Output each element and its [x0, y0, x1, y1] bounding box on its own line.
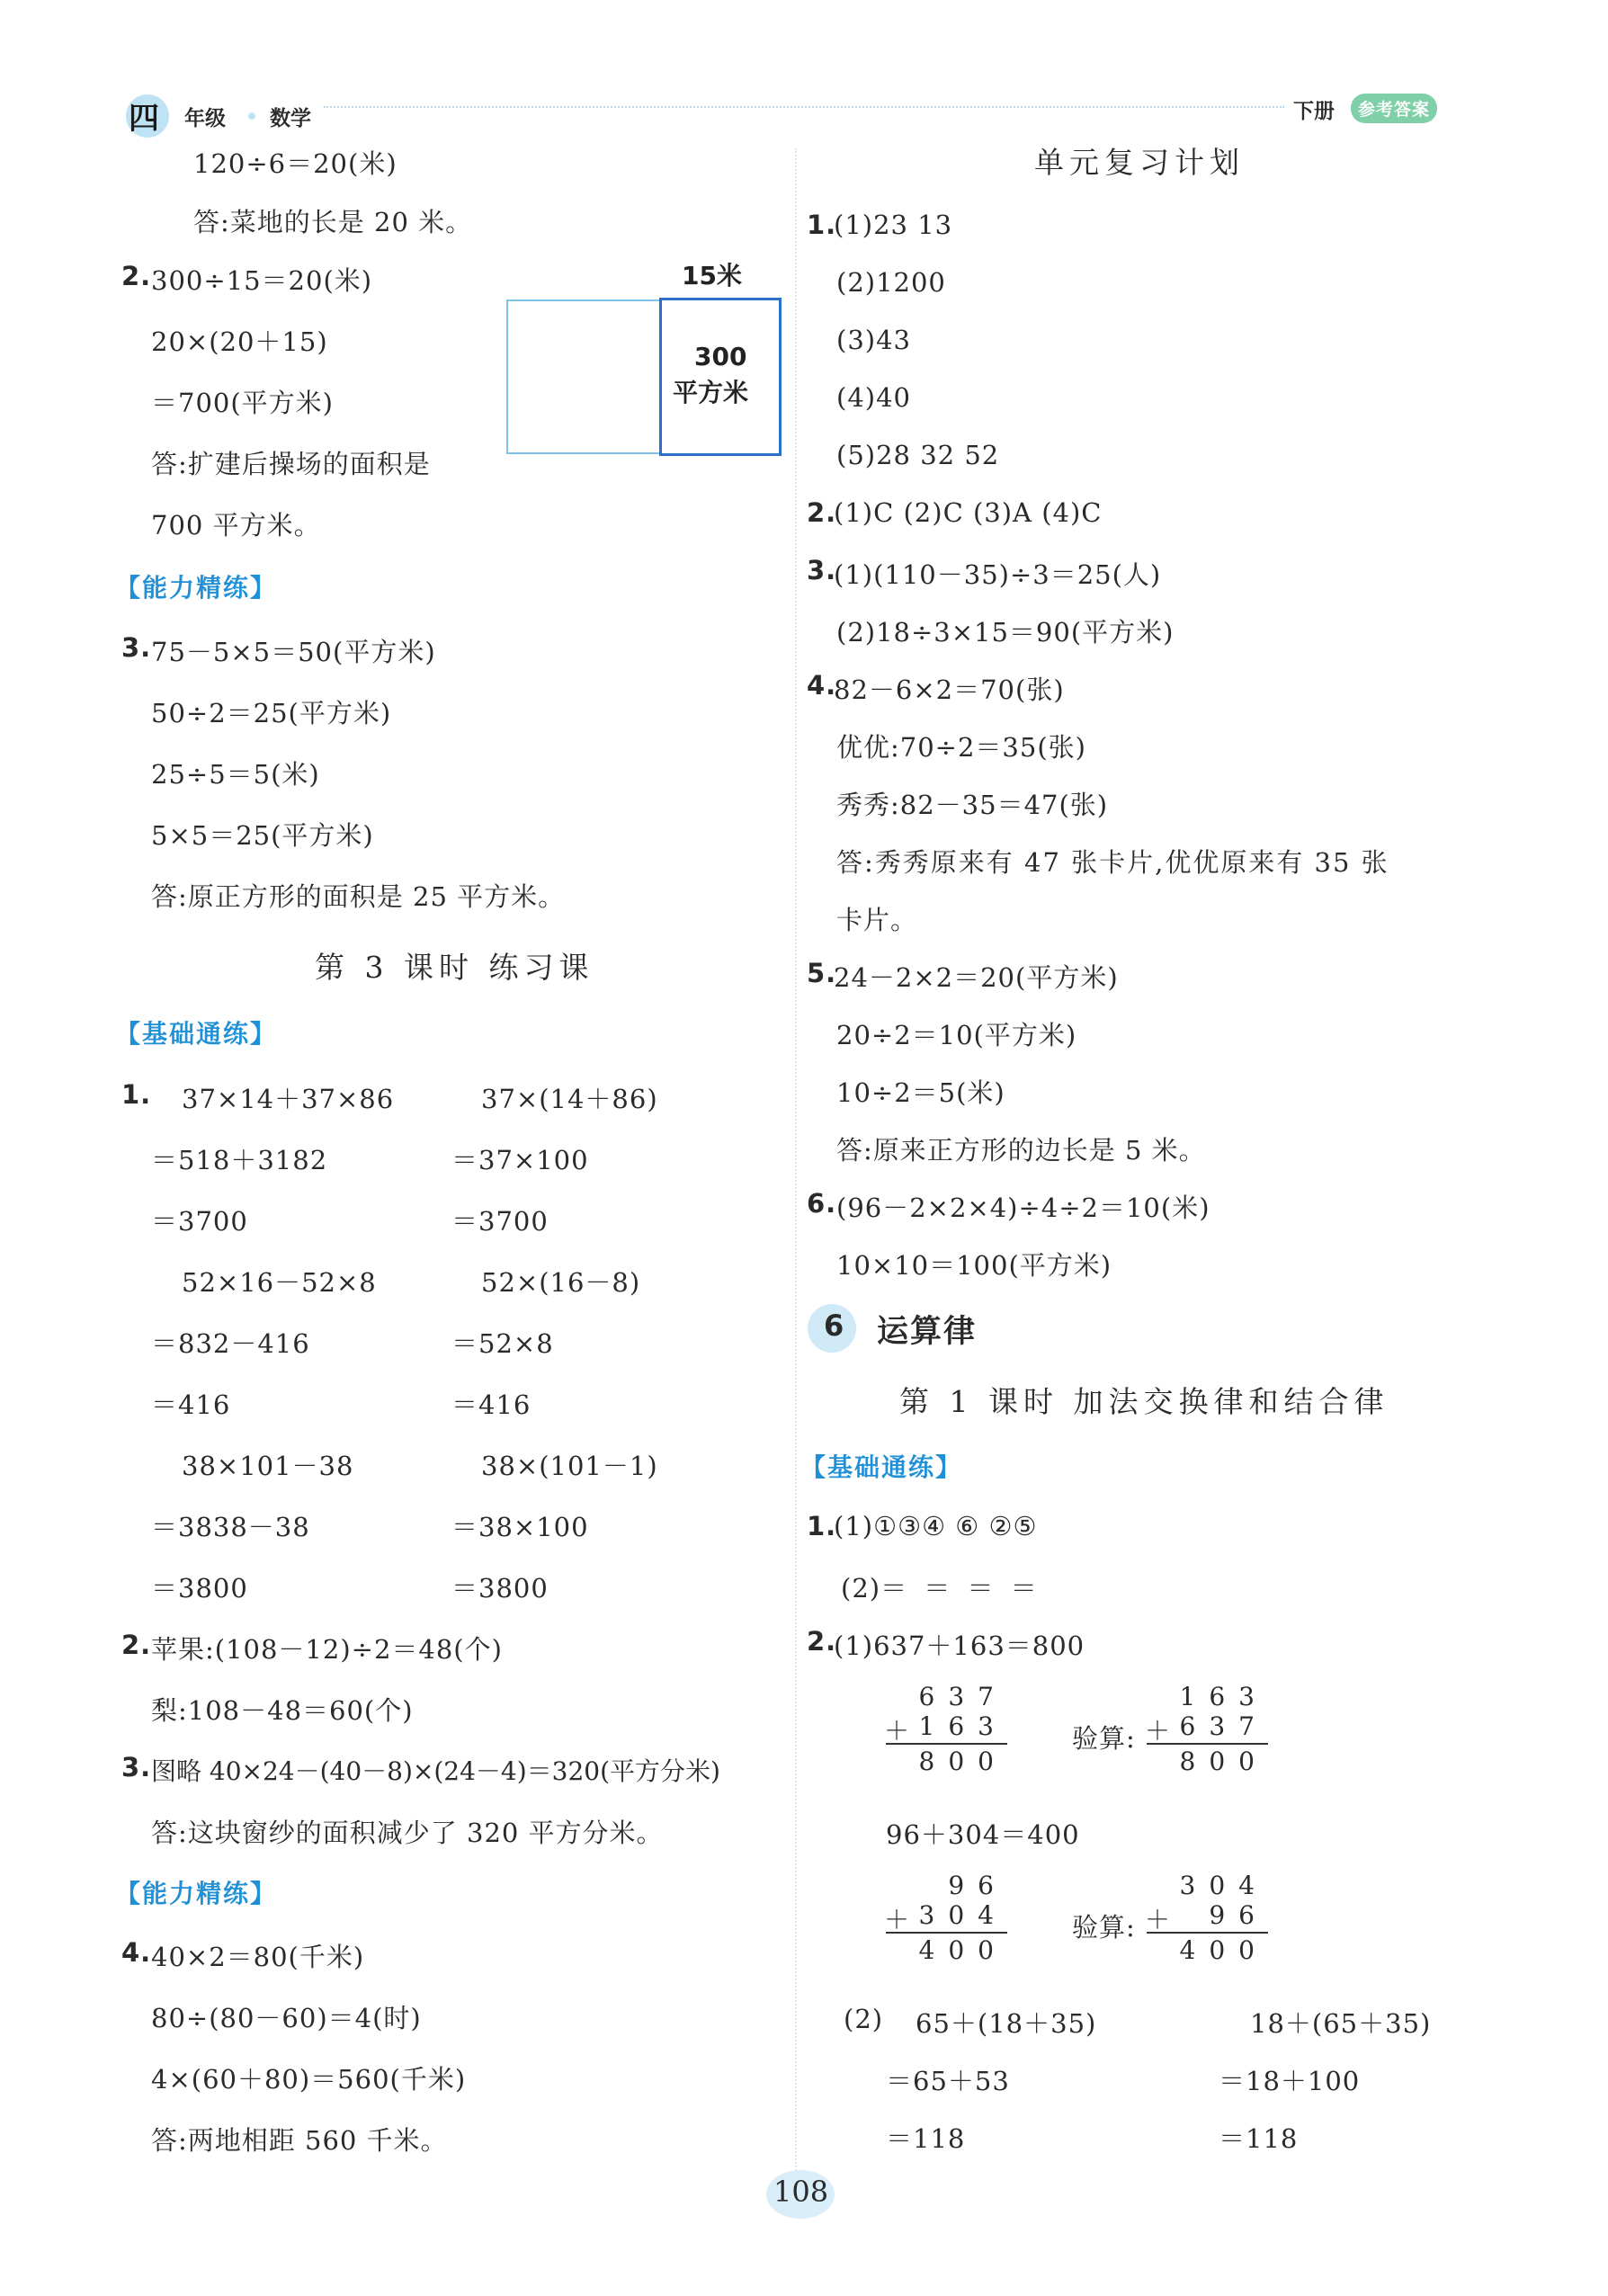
text-line: (2)1200 [836, 267, 946, 298]
calc-cell: 18＋(65＋35) [1250, 2008, 1432, 2039]
sum-row: 800 [918, 1747, 1007, 1776]
calc-cell: ＝3800 [151, 1573, 248, 1604]
text-line: ＝700(平方米) [151, 388, 334, 418]
text-line: 答:这块窗纱的面积减少了 320 平方分米。 [151, 1818, 664, 1848]
text-line: 80÷(80－60)＝4(时) [151, 2003, 422, 2033]
calc-cell: ＝65＋53 [886, 2066, 1010, 2096]
section-tag: 【能力精练】 [115, 1879, 278, 1908]
text-line: (3)43 [836, 325, 911, 355]
vertical-addition-check [1147, 1871, 1268, 1965]
text-line: 答:菜地的长是 20 米。 [193, 207, 473, 237]
calc-cell: ＝38×100 [451, 1512, 589, 1542]
calc-cell: ＝3838－38 [151, 1512, 310, 1542]
text-line: (1)23 13 [834, 210, 953, 240]
addend-row [884, 1900, 1007, 1934]
question-number: 2. [807, 497, 837, 528]
calc-cell: ＝3800 [451, 1573, 549, 1604]
calc-cell: ＝416 [151, 1389, 231, 1420]
addend-value: 96 [1209, 1900, 1268, 1930]
calc-cell: 37×(14＋86) [481, 1084, 658, 1114]
calc-cell: ＝3700 [451, 1206, 549, 1237]
text-line: 答:原正方形的面积是 25 平方米。 [151, 881, 566, 912]
vertical-addition-check [1147, 1682, 1268, 1776]
calc-cell: ＝37×100 [451, 1145, 589, 1175]
text-line: (96－2×2×4)÷4÷2＝10(米) [836, 1193, 1210, 1223]
review-title: 单元复习计划 [1034, 145, 1245, 180]
sum-row: 400 [1179, 1935, 1268, 1965]
check-label: 验算: [1072, 1723, 1136, 1754]
unit-title: 运算律 [877, 1314, 978, 1350]
text-line: 20×(20＋15) [151, 326, 328, 357]
text-line: 25÷5＝5(米) [151, 759, 320, 790]
question-number: 4. [121, 1937, 152, 1968]
text-line: 10×10＝100(平方米) [836, 1250, 1112, 1281]
text-line: (2)18÷3×15＝90(平方米) [836, 617, 1175, 648]
calc-cell: 65＋(18＋35) [916, 2008, 1097, 2039]
addend-row: 637 [918, 1682, 1007, 1711]
question-number: 3. [121, 632, 152, 663]
volume-label: 下册 [1293, 100, 1335, 123]
question-number: 1. [121, 1079, 152, 1110]
text-line: 40×2＝80(千米) [151, 1942, 365, 1972]
figure-top-label: 15米 [682, 261, 742, 290]
addend-value: 637 [1179, 1711, 1268, 1741]
text-line: 优优:70÷2＝35(张) [836, 732, 1086, 763]
lesson-title: 第 1 课时 加法交换律和结合律 [899, 1384, 1389, 1419]
column-divider [795, 148, 797, 2188]
question-number: 4. [807, 670, 837, 701]
text-line: (1)(110－35)÷3＝25(人) [834, 559, 1162, 590]
grade-char: 四 [129, 101, 159, 137]
subject-label: 数学 [270, 107, 311, 130]
text-line: 答:秀秀原来有 47 张卡片,优优原来有 35 张 [836, 847, 1389, 878]
text-line: 4×(60＋80)＝560(千米) [151, 2064, 467, 2095]
section-tag: 【基础通练】 [800, 1452, 963, 1482]
plus-sign: ＋ [1145, 1716, 1171, 1746]
text-line: 5×5＝25(平方米) [151, 820, 374, 851]
calc-cell: 38×(101－1) [481, 1451, 658, 1481]
vertical-addition [886, 1682, 1007, 1776]
text-line: 20÷2＝10(平方米) [836, 1020, 1077, 1050]
text-line: 答:原来正方形的边长是 5 米。 [836, 1135, 1206, 1166]
question-number: 2. [121, 1630, 152, 1660]
calc-cell: 37×14＋37×86 [182, 1084, 395, 1114]
addend-value: 304 [918, 1900, 1007, 1930]
question-number: 3. [121, 1752, 152, 1782]
vertical-addition [886, 1871, 1007, 1965]
check-label: 验算: [1072, 1912, 1136, 1943]
text-line: (5)28 32 52 [836, 440, 1000, 470]
plus-sign: ＋ [884, 1716, 910, 1746]
question-number: 2. [121, 261, 152, 291]
figure-area-value: 300 [694, 342, 747, 371]
question-number: 2. [807, 1626, 837, 1657]
calc-cell: ＝832－416 [151, 1328, 310, 1359]
text-line: (4)40 [836, 382, 911, 413]
header-rule [324, 106, 1284, 108]
text-line: 卡片。 [836, 905, 918, 935]
calc-cell: ＝416 [451, 1389, 532, 1420]
text-line: 答:两地相距 560 千米。 [151, 2125, 448, 2156]
text-line: 苹果:(108－12)÷2＝48(个) [151, 1634, 503, 1665]
calc-cell: ＝52×8 [451, 1328, 554, 1359]
text-line: (1)C (2)C (3)A (4)C [834, 497, 1103, 528]
addend-row: 163 [1179, 1682, 1268, 1711]
addend-row [884, 1711, 1007, 1746]
text-line: 图略 40×24－(40－8)×(24－4)＝320(平方分米) [151, 1756, 720, 1786]
calc-cell: ＝118 [886, 2123, 966, 2154]
text-line: 300÷15＝20(米) [151, 265, 373, 296]
text-line: 82－6×2＝70(张) [834, 675, 1065, 705]
sum-row: 800 [1179, 1747, 1268, 1776]
lesson-title: 第 3 课时 练习课 [315, 950, 594, 985]
text-line: 700 平方米。 [151, 510, 321, 540]
grade-label: 年级 [184, 107, 226, 130]
text-line: 75－5×5＝50(平方米) [151, 637, 436, 667]
plus-sign: ＋ [1145, 1905, 1171, 1934]
text-line: 答:扩建后操场的面积是 [151, 449, 431, 479]
answer-badge: 参考答案 [1351, 94, 1437, 123]
text-line: (2)＝ ＝ ＝ ＝ [841, 1573, 1038, 1604]
addend-row: 304 [1179, 1871, 1268, 1900]
figure-area-unit: 平方米 [673, 378, 749, 407]
addend-value: 163 [918, 1711, 1007, 1741]
text-line: 梨:108－48＝60(个) [151, 1695, 414, 1726]
calc-cell: 52×(16－8) [481, 1267, 641, 1298]
text-line: (1)①③④ ⑥ ②⑤ [834, 1511, 1038, 1541]
text-line: 秀秀:82－35＝47(张) [836, 790, 1109, 820]
original-area-rect [506, 299, 661, 454]
part-label: (2) [844, 2004, 884, 2034]
sum-row: 400 [918, 1935, 1007, 1965]
addend-row [1145, 1711, 1268, 1746]
text-line: 120÷6＝20(米) [193, 148, 398, 179]
text-line: 10÷2＝5(米) [836, 1077, 1005, 1108]
text-line: 50÷2＝25(平方米) [151, 698, 392, 728]
question-number: 1. [807, 1511, 837, 1541]
text-line: (1)637＋163＝800 [834, 1630, 1085, 1661]
text-line: 96＋304＝400 [886, 1819, 1080, 1850]
question-number: 6. [807, 1188, 837, 1219]
unit-number: 6 [824, 1309, 844, 1343]
page-number: 108 [773, 2175, 829, 2209]
addend-row: 96 [948, 1871, 1007, 1900]
calc-cell: ＝118 [1219, 2123, 1299, 2154]
dot-separator [248, 112, 255, 120]
calc-cell: 38×101－38 [182, 1451, 354, 1481]
section-tag: 【基础通练】 [115, 1019, 278, 1049]
question-number: 3. [807, 555, 837, 585]
question-number: 1. [807, 210, 837, 240]
calc-cell: 52×16－52×8 [182, 1267, 377, 1298]
addend-row [1145, 1900, 1268, 1934]
text-line: 24－2×2＝20(平方米) [834, 962, 1119, 993]
calc-cell: ＝518＋3182 [151, 1145, 328, 1175]
plus-sign: ＋ [884, 1905, 910, 1934]
calc-cell: ＝3700 [151, 1206, 248, 1237]
question-number: 5. [807, 958, 837, 988]
section-tag: 【能力精练】 [115, 573, 278, 603]
calc-cell: ＝18＋100 [1219, 2066, 1361, 2096]
